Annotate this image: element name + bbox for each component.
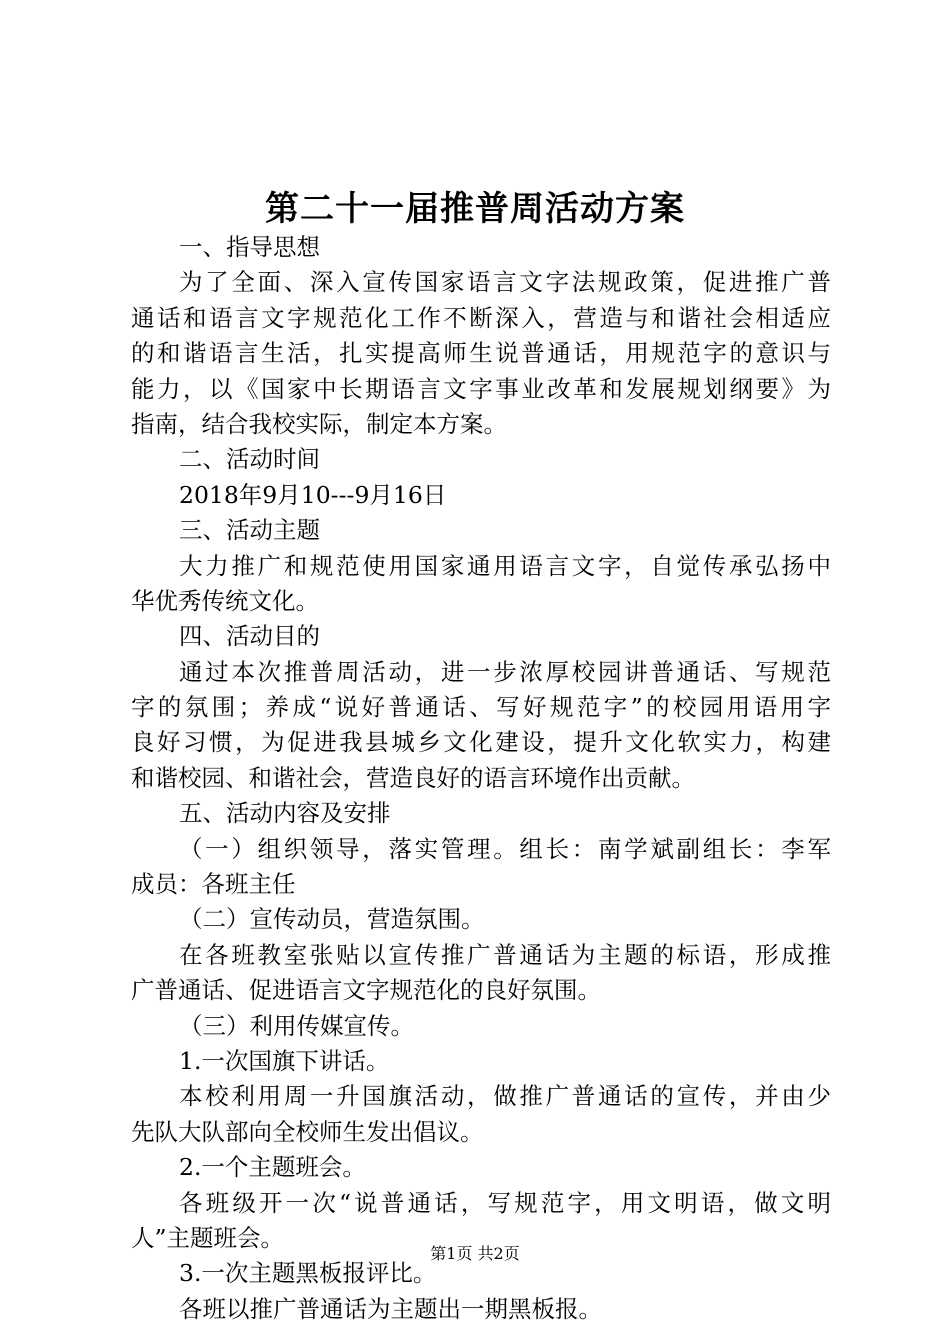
paragraph-line: 先队大队部向全校师生发出倡议。 <box>131 1117 484 1146</box>
section-line: 四、活动目的 <box>179 622 320 651</box>
paragraph-line: 能力，以《国家中长期语言文字事业改革和发展规划纲要》为 <box>131 374 831 403</box>
paragraph-line: 人”主题班会。 <box>131 1223 285 1252</box>
paragraph-line: 广普通话、促进语言文字规范化的良好氛围。 <box>131 976 601 1005</box>
paragraph-line: 为了全面、深入宣传国家语言文字法规政策，促进推广普 <box>179 268 831 297</box>
paragraph-line: 大力推广和规范使用国家通用语言文字，自觉传承弘扬中 <box>179 551 831 580</box>
section-line: 3.一次主题黑板报评比。 <box>179 1259 437 1288</box>
section-line: （三）利用传媒宣传。 <box>179 1011 414 1040</box>
paragraph-line: 通过本次推普周活动，进一步浓厚校园讲普通话、写规范 <box>179 657 831 686</box>
paragraph-line: 通话和语言文字规范化工作不断深入，营造与和谐社会相适应 <box>131 303 831 332</box>
document-body <box>131 230 831 1327</box>
paragraph-line: 良好习惯，为促进我县城乡文化建设，提升文化软实力，构建 <box>131 728 831 757</box>
paragraph-line: 成员：各班主任 <box>131 870 296 899</box>
paragraph-line: 指南，结合我校实际，制定本方案。 <box>131 409 507 438</box>
paragraph-line: 字的氛围；养成“说好普通话、写好规范字”的校园用语用字 <box>131 693 831 722</box>
paragraph-line: 的和谐语言生活，扎实提高师生说普通话，用规范字的意识与 <box>131 339 831 368</box>
section-line: （二）宣传动员，营造氛围。 <box>179 905 485 934</box>
paragraph-line: 各班级开一次“说普通话，写规范字，用文明语，做文明 <box>179 1188 831 1217</box>
paragraph-line: 在各班教室张贴以宣传推广普通话为主题的标语，形成推 <box>179 940 831 969</box>
paragraph-line: 华优秀传统文化。 <box>131 586 319 615</box>
paragraph-line: 各班以推广普通话为主题出一期黑板报。 <box>179 1294 602 1323</box>
document-title: 第二十一届推普周活动方案 <box>265 189 685 229</box>
section-line: 一、指导思想 <box>179 233 320 261</box>
section-line: 2.一个主题班会。 <box>179 1153 366 1182</box>
paragraph-line: （一）组织领导，落实管理。组长：南学斌副组长：李军 <box>179 834 831 863</box>
section-line: 三、活动主题 <box>179 516 320 545</box>
paragraph-line: 和谐校园、和谐社会，营造良好的语言环境作出贡献。 <box>131 763 695 792</box>
section-line: 2018年9月10---9月16日 <box>179 480 447 509</box>
section-line: 1.一次国旗下讲话。 <box>179 1046 390 1075</box>
page-footer: 第1页 共2页 <box>430 1244 520 1263</box>
paragraph-line: 本校利用周一升国旗活动，做推广普通话的宣传，并由少 <box>179 1082 831 1111</box>
section-line: 二、活动时间 <box>179 445 320 474</box>
section-line: 五、活动内容及安排 <box>179 799 391 828</box>
